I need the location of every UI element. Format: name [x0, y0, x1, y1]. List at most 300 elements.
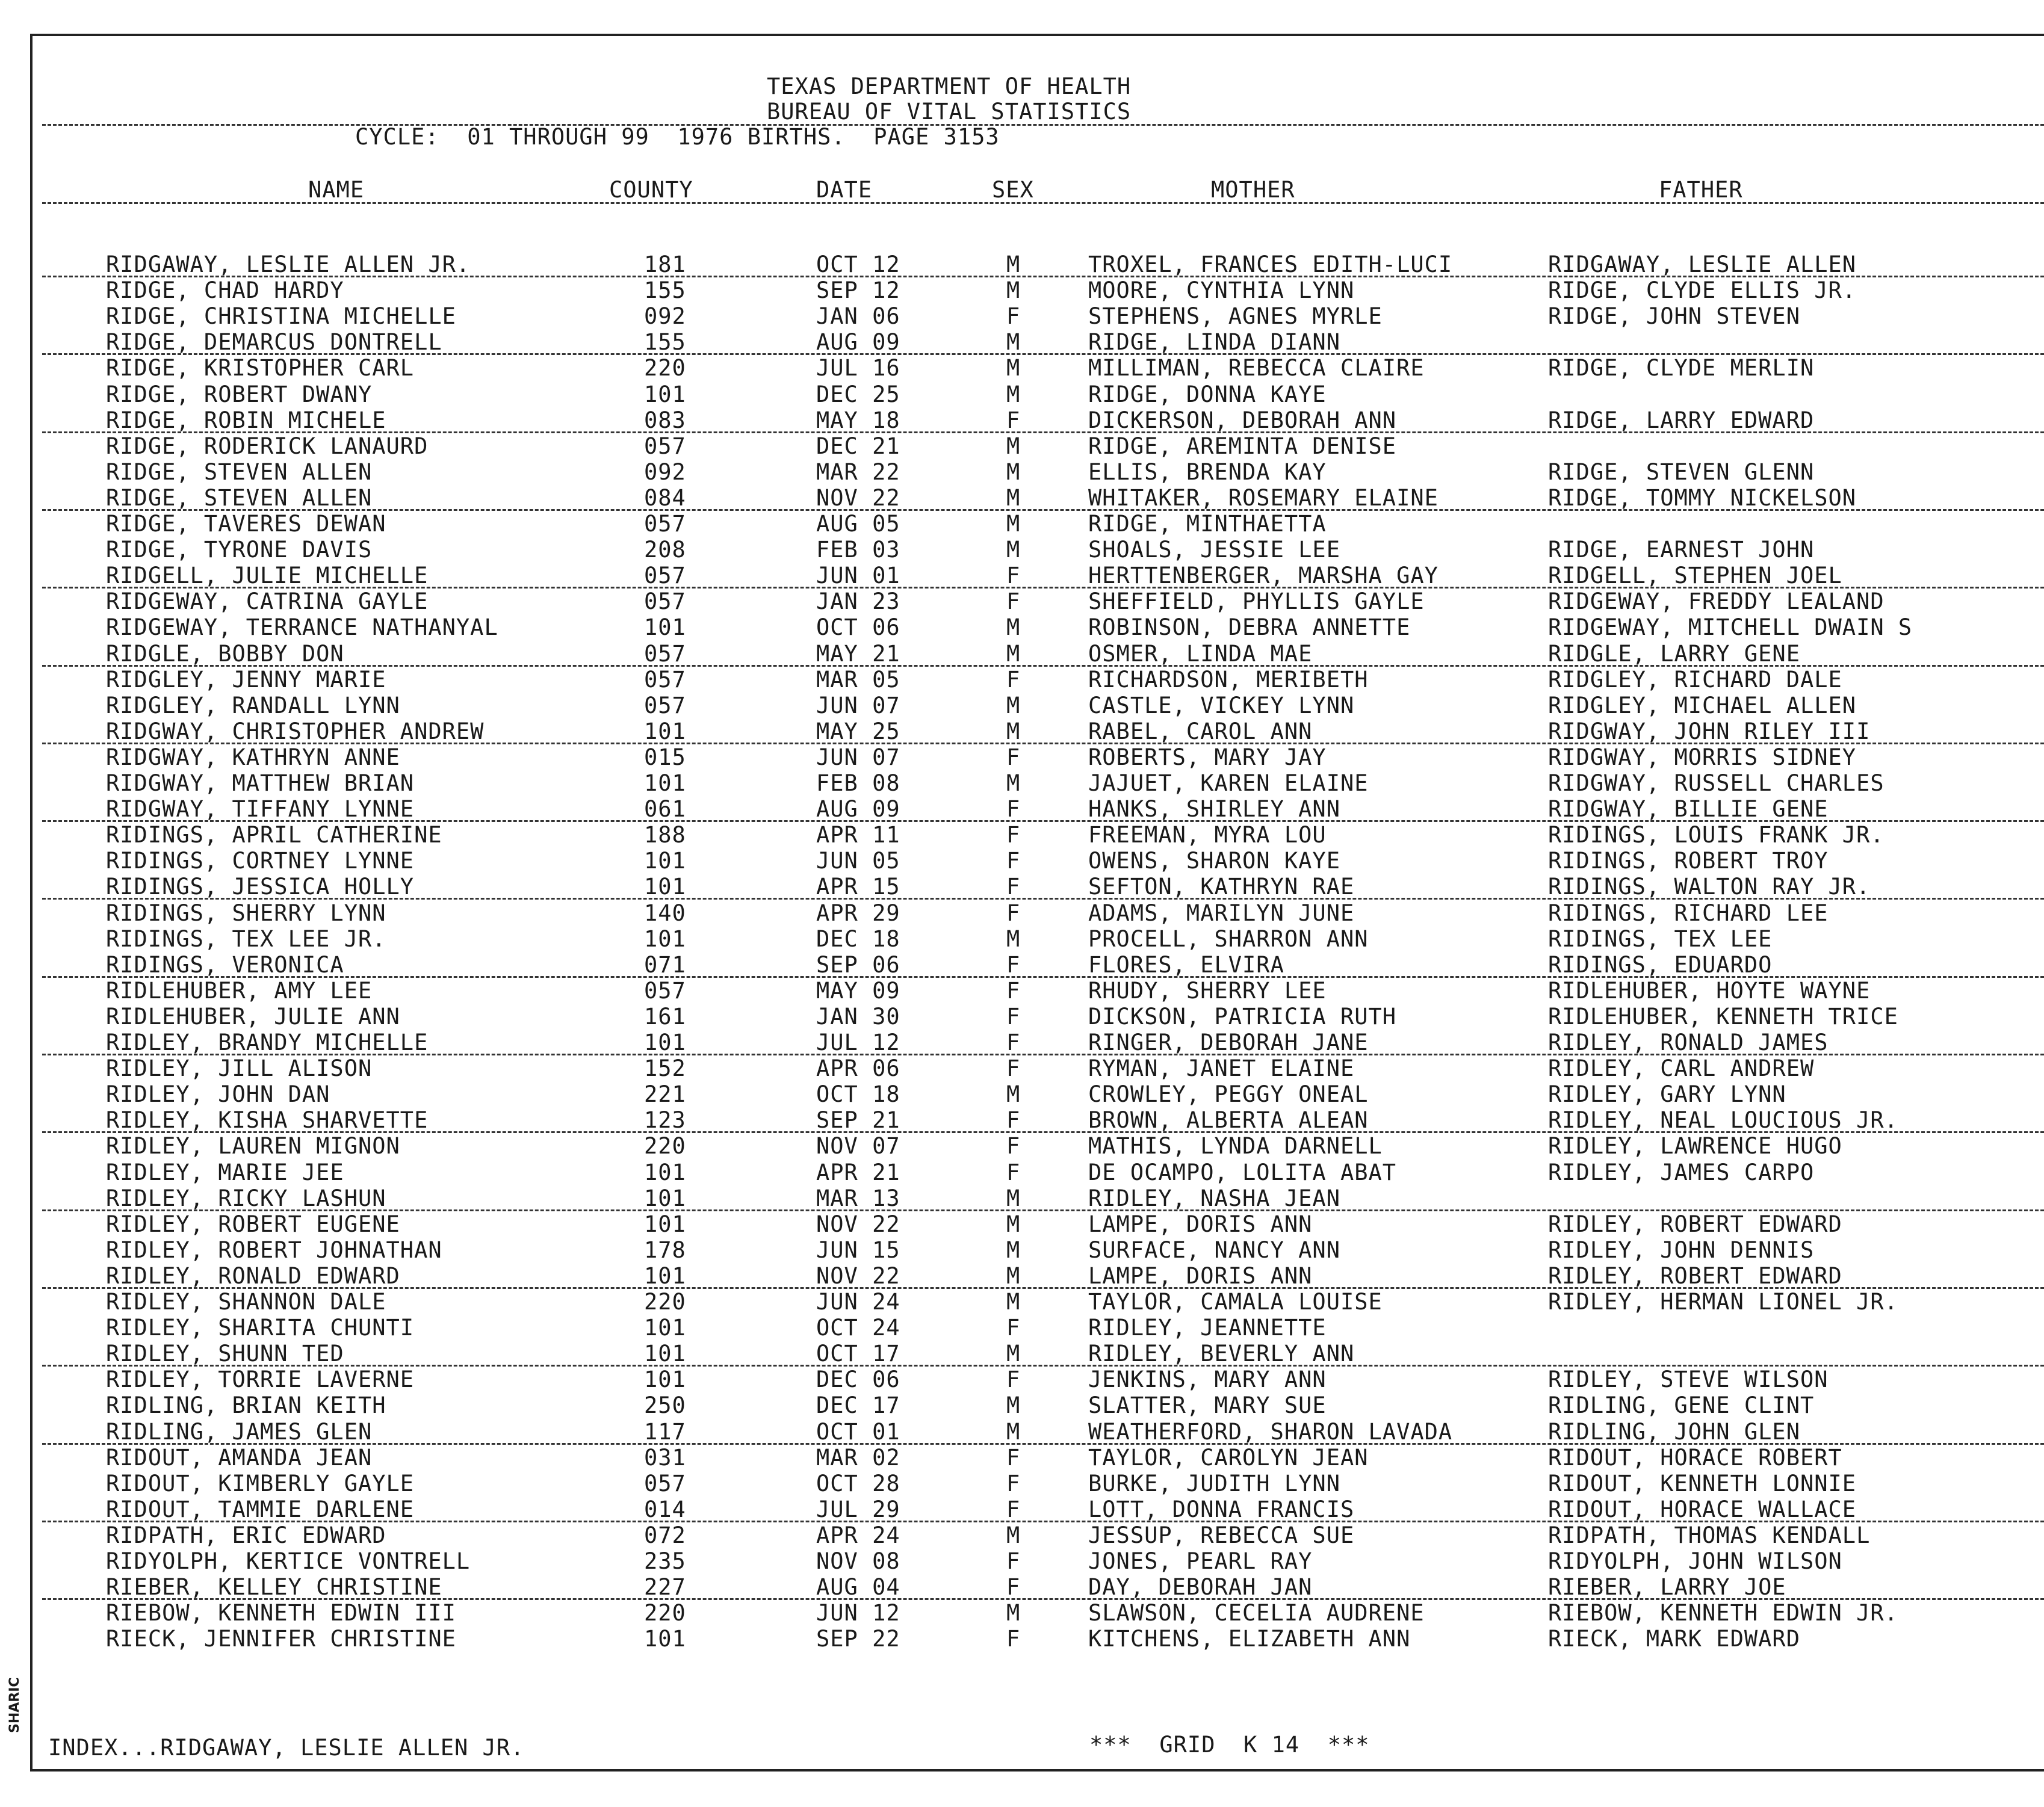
- table-row: [0, 823, 2044, 849]
- cell-county: 220: [644, 355, 686, 381]
- cell-father: RIDGELL, STEPHEN JOEL: [1548, 563, 1842, 589]
- table-row: [0, 434, 2044, 460]
- cell-sex: M: [1006, 1289, 1021, 1315]
- table-row: [0, 409, 2044, 434]
- cell-sex: F: [1006, 1470, 1021, 1497]
- cell-date: JUN 12: [816, 1600, 900, 1626]
- column-header-mother: MOTHER: [1211, 177, 1295, 203]
- cell-county: 178: [644, 1237, 686, 1263]
- table-row: [0, 668, 2044, 694]
- table-row: [0, 512, 2044, 538]
- cell-sex: M: [1006, 355, 1021, 381]
- table-row: [0, 1264, 2044, 1290]
- table-row: [0, 1316, 2044, 1342]
- cell-name: RIDLEY, SHARITA CHUNTI: [106, 1315, 415, 1341]
- cell-father: RIDLING, JOHN GLEN: [1548, 1418, 1800, 1445]
- cell-sex: F: [1006, 1030, 1021, 1055]
- cell-date: OCT 28: [816, 1470, 900, 1497]
- cell-sex: F: [1006, 848, 1021, 874]
- column-header-county: COUNTY: [609, 177, 693, 203]
- cell-date: OCT 24: [816, 1315, 900, 1341]
- cell-mother: PROCELL, SHARRON ANN: [1088, 925, 1369, 952]
- footer-grid: *** GRID K 14 ***: [1089, 1732, 1370, 1758]
- cell-date: NOV 22: [816, 484, 900, 511]
- cell-date: DEC 17: [816, 1392, 900, 1419]
- cell-sex: M: [1006, 692, 1021, 718]
- cell-name: RIDGEWAY, TERRANCE NATHANYAL: [106, 614, 498, 641]
- cell-father: RIDINGS, EDUARDO: [1548, 951, 1773, 978]
- cell-sex: F: [1006, 1133, 1021, 1160]
- cell-county: 220: [644, 1600, 686, 1626]
- cell-sex: M: [1006, 718, 1021, 744]
- cell-father: RIDLEY, HERMAN LIONEL JR.: [1548, 1289, 1898, 1315]
- cell-mother: RIDGE, AREMINTA DENISE: [1088, 433, 1397, 459]
- table-row: [0, 979, 2044, 1005]
- cell-father: RIDGWAY, BILLIE GENE: [1548, 796, 1829, 823]
- table-row: [0, 746, 2044, 771]
- table-row: [0, 1187, 2044, 1212]
- cell-date: AUG 05: [816, 511, 900, 537]
- cell-county: 057: [644, 692, 686, 718]
- cell-county: 101: [644, 1626, 686, 1652]
- cell-mother: TROXEL, FRANCES EDITH-LUCI: [1088, 252, 1453, 277]
- cell-county: 152: [644, 1055, 686, 1082]
- cell-sex: M: [1006, 484, 1021, 511]
- cell-county: 101: [644, 1211, 686, 1237]
- cell-date: JUN 15: [816, 1237, 900, 1263]
- column-header-father: FATHER: [1659, 177, 1743, 203]
- cell-date: MAR 05: [816, 666, 900, 693]
- cell-county: 155: [644, 277, 686, 304]
- cell-name: RIEBOW, KENNETH EDWIN III: [106, 1600, 456, 1626]
- cell-mother: RYMAN, JANET ELAINE: [1088, 1055, 1355, 1082]
- cell-sex: M: [1006, 511, 1021, 537]
- cell-father: RIDGWAY, RUSSELL CHARLES: [1548, 770, 1885, 796]
- cell-mother: MATHIS, LYNDA DARNELL: [1088, 1133, 1383, 1160]
- table-row: [0, 720, 2044, 746]
- cell-county: 092: [644, 459, 686, 485]
- cell-father: RIDGWAY, JOHN RILEY III: [1548, 718, 1871, 744]
- cell-sex: F: [1006, 1055, 1021, 1082]
- cell-mother: TAYLOR, CAMALA LOUISE: [1088, 1289, 1383, 1315]
- cell-date: NOV 07: [816, 1133, 900, 1160]
- cell-sex: F: [1006, 1548, 1021, 1574]
- cell-county: 015: [644, 744, 686, 770]
- column-header-date: DATE: [816, 177, 873, 203]
- cell-date: MAY 09: [816, 977, 900, 1004]
- cell-name: RIDGLEY, JENNY MARIE: [106, 666, 386, 693]
- cell-mother: HANKS, SHIRLEY ANN: [1088, 796, 1340, 823]
- cell-sex: F: [1006, 1444, 1021, 1471]
- column-header-name: NAME: [308, 177, 365, 203]
- cell-date: DEC 06: [816, 1367, 900, 1393]
- cell-county: 155: [644, 329, 686, 356]
- cell-mother: KITCHENS, ELIZABETH ANN: [1088, 1626, 1411, 1652]
- table-row: [0, 564, 2044, 590]
- cell-name: RIDLEY, MARIE JEE: [106, 1159, 344, 1185]
- cell-name: RIDLEHUBER, JULIE ANN: [106, 1003, 400, 1030]
- cell-father: RIDOUT, HORACE WALLACE: [1548, 1496, 1857, 1522]
- table-row: [0, 1290, 2044, 1316]
- cell-date: JUL 16: [816, 355, 900, 381]
- cell-date: APR 06: [816, 1055, 900, 1082]
- cell-date: MAY 18: [816, 407, 900, 433]
- cell-county: 057: [644, 977, 686, 1004]
- cell-name: RIDLEY, RICKY LASHUN: [106, 1185, 386, 1211]
- cell-father: RIDLEY, NEAL LOUCIOUS JR.: [1548, 1107, 1898, 1134]
- cell-mother: RHUDY, SHERRY LEE: [1088, 977, 1327, 1004]
- cell-mother: ADAMS, MARILYN JUNE: [1088, 900, 1355, 926]
- cell-county: 101: [644, 1185, 686, 1211]
- cell-date: OCT 17: [816, 1341, 900, 1367]
- cell-name: RIDLEY, TORRIE LAVERNE: [106, 1367, 415, 1393]
- cell-date: NOV 08: [816, 1548, 900, 1574]
- cell-name: RIDGE, TAVERES DEWAN: [106, 511, 386, 537]
- cell-name: RIDGE, KRISTOPHER CARL: [106, 355, 415, 381]
- cell-father: RIDLEY, JOHN DENNIS: [1548, 1237, 1815, 1263]
- cell-sex: F: [1006, 822, 1021, 848]
- cell-sex: F: [1006, 900, 1021, 926]
- cell-father: RIDINGS, TEX LEE: [1548, 925, 1773, 952]
- cell-name: RIDGE, STEVEN ALLEN: [106, 484, 373, 511]
- cell-sex: M: [1006, 1418, 1021, 1445]
- table-row: [0, 1575, 2044, 1601]
- cell-county: 101: [644, 1315, 686, 1341]
- cell-sex: M: [1006, 925, 1021, 952]
- table-row: [0, 1472, 2044, 1498]
- cell-date: DEC 18: [816, 925, 900, 952]
- cell-name: RIDGWAY, TIFFANY LYNNE: [106, 796, 415, 823]
- cell-county: 057: [644, 433, 686, 459]
- cell-date: SEP 21: [816, 1107, 900, 1134]
- cell-date: MAR 02: [816, 1444, 900, 1471]
- table-row: [0, 1524, 2044, 1549]
- cell-father: RIEBER, LARRY JOE: [1548, 1574, 1786, 1601]
- cell-father: RIDGLEY, RICHARD DALE: [1548, 666, 1842, 693]
- cell-county: 101: [644, 614, 686, 641]
- cell-sex: M: [1006, 1600, 1021, 1626]
- header-department: TEXAS DEPARTMENT OF HEALTH: [767, 73, 1132, 99]
- cell-father: RIDPATH, THOMAS KENDALL: [1548, 1522, 1871, 1548]
- cell-county: 072: [644, 1522, 686, 1548]
- table-row: [0, 901, 2044, 927]
- cell-father: RIDGE, STEVEN GLENN: [1548, 459, 1815, 485]
- cell-father: RIDLEHUBER, HOYTE WAYNE: [1548, 977, 1871, 1004]
- table-row: [0, 1498, 2044, 1524]
- cell-name: RIDINGS, APRIL CATHERINE: [106, 822, 442, 848]
- cell-sex: F: [1006, 666, 1021, 693]
- cell-mother: DAY, DEBORAH JAN: [1088, 1574, 1313, 1601]
- table-row: [0, 1108, 2044, 1134]
- cell-county: 061: [644, 796, 686, 823]
- cell-sex: M: [1006, 640, 1021, 667]
- cell-mother: ROBINSON, DEBRA ANNETTE: [1088, 614, 1411, 641]
- cell-sex: F: [1006, 303, 1021, 330]
- cell-father: RIDYOLPH, JOHN WILSON: [1548, 1548, 1842, 1574]
- cell-father: RIDLEY, STEVE WILSON: [1548, 1367, 1829, 1393]
- cell-county: 161: [644, 1003, 686, 1030]
- cell-date: FEB 03: [816, 537, 900, 563]
- cell-father: RIDOUT, KENNETH LONNIE: [1548, 1470, 1857, 1497]
- cell-mother: SHOALS, JESSIE LEE: [1088, 537, 1340, 563]
- cell-sex: F: [1006, 951, 1021, 978]
- cell-date: SEP 22: [816, 1626, 900, 1652]
- cell-date: MAY 25: [816, 718, 900, 744]
- cell-name: RIDGE, CHAD HARDY: [106, 277, 344, 304]
- cell-mother: STEPHENS, AGNES MYRLE: [1088, 303, 1383, 330]
- cell-sex: M: [1006, 381, 1021, 407]
- cell-date: SEP 12: [816, 277, 900, 304]
- cell-county: 057: [644, 563, 686, 589]
- cell-date: AUG 09: [816, 796, 900, 823]
- cell-date: MAY 21: [816, 640, 900, 667]
- table-row: [0, 1627, 2044, 1653]
- table-row: [0, 1368, 2044, 1394]
- header-divider: [42, 124, 2044, 126]
- cell-county: 181: [644, 252, 686, 277]
- cell-father: RIDOUT, HORACE ROBERT: [1548, 1444, 1842, 1471]
- cell-sex: F: [1006, 1574, 1021, 1601]
- cell-name: RIDPATH, ERIC EDWARD: [106, 1522, 386, 1548]
- cell-county: 140: [644, 900, 686, 926]
- cell-father: RIDLEY, CARL ANDREW: [1548, 1055, 1815, 1082]
- cell-name: RIDGLE, BOBBY DON: [106, 640, 344, 667]
- table-row: [0, 330, 2044, 356]
- cell-mother: WHITAKER, ROSEMARY ELAINE: [1088, 484, 1439, 511]
- table-row: [0, 953, 2044, 979]
- cell-county: 250: [644, 1392, 686, 1419]
- cell-date: JUN 07: [816, 744, 900, 770]
- cell-sex: F: [1006, 796, 1021, 823]
- cell-mother: RIDLEY, NASHA JEAN: [1088, 1185, 1340, 1211]
- cell-mother: ROBERTS, MARY JAY: [1088, 744, 1327, 770]
- cell-mother: RIDGE, MINTHAETTA: [1088, 511, 1327, 537]
- cell-name: RIDLEY, RONALD EDWARD: [106, 1262, 400, 1289]
- cell-father: RIDGAWAY, LESLIE ALLEN: [1548, 252, 1857, 277]
- cell-mother: MOORE, CYNTHIA LYNN: [1088, 277, 1355, 304]
- cell-name: RIDGWAY, CHRISTOPHER ANDREW: [106, 718, 485, 744]
- table-row: [0, 356, 2044, 382]
- cell-name: RIDGELL, JULIE MICHELLE: [106, 563, 429, 589]
- table-row: [0, 875, 2044, 901]
- cell-mother: CASTLE, VICKEY LYNN: [1088, 692, 1355, 718]
- cell-county: 057: [644, 588, 686, 615]
- cell-mother: OSMER, LINDA MAE: [1088, 640, 1313, 667]
- cell-county: 208: [644, 537, 686, 563]
- cell-date: OCT 12: [816, 252, 900, 277]
- cell-father: RIDINGS, LOUIS FRANK JR.: [1548, 822, 1885, 848]
- cell-name: RIECK, JENNIFER CHRISTINE: [106, 1626, 456, 1652]
- cell-father: RIDGE, EARNEST JOHN: [1548, 537, 1815, 563]
- cell-name: RIEBER, KELLEY CHRISTINE: [106, 1574, 442, 1601]
- cell-date: JUN 24: [816, 1289, 900, 1315]
- cell-mother: DICKSON, PATRICIA RUTH: [1088, 1003, 1397, 1030]
- cell-father: RIDLEY, ROBERT EDWARD: [1548, 1262, 1842, 1289]
- cell-mother: JENKINS, MARY ANN: [1088, 1367, 1327, 1393]
- cell-county: 220: [644, 1133, 686, 1160]
- cell-name: RIDLEY, BRANDY MICHELLE: [106, 1030, 429, 1055]
- cell-name: RIDLEY, SHANNON DALE: [106, 1289, 386, 1315]
- cell-father: RIDGE, LARRY EDWARD: [1548, 407, 1815, 433]
- table-row: [0, 538, 2044, 564]
- cell-date: APR 24: [816, 1522, 900, 1548]
- cell-mother: RIDGE, LINDA DIANN: [1088, 329, 1340, 356]
- cell-father: RIEBOW, KENNETH EDWIN JR.: [1548, 1600, 1898, 1626]
- cell-sex: M: [1006, 1211, 1021, 1237]
- table-row: [0, 1342, 2044, 1368]
- cell-father: RIDGE, JOHN STEVEN: [1548, 303, 1800, 330]
- cell-name: RIDGE, RODERICK LANAURD: [106, 433, 429, 459]
- cell-date: AUG 04: [816, 1574, 900, 1601]
- cell-name: RIDLEHUBER, AMY LEE: [106, 977, 373, 1004]
- cell-mother: JAJUET, KAREN ELAINE: [1088, 770, 1369, 796]
- cell-mother: RINGER, DEBORAH JANE: [1088, 1030, 1369, 1055]
- cell-mother: HERTTENBERGER, MARSHA GAY: [1088, 563, 1439, 589]
- cell-date: JUL 29: [816, 1496, 900, 1522]
- cell-father: RIDGEWAY, MITCHELL DWAIN S: [1548, 614, 1913, 641]
- cell-sex: M: [1006, 1081, 1021, 1108]
- cell-name: RIDLEY, JILL ALISON: [106, 1055, 373, 1082]
- cell-name: RIDOUT, KIMBERLY GAYLE: [106, 1470, 415, 1497]
- cell-father: RIECK, MARK EDWARD: [1548, 1626, 1800, 1652]
- cell-sex: F: [1006, 1159, 1021, 1185]
- cell-father: RIDLEY, ROBERT EDWARD: [1548, 1211, 1842, 1237]
- cell-mother: RIDGE, DONNA KAYE: [1088, 381, 1327, 407]
- cell-sex: F: [1006, 1367, 1021, 1393]
- cell-name: RIDOUT, AMANDA JEAN: [106, 1444, 373, 1471]
- cell-father: RIDGEWAY, FREDDY LEALAND: [1548, 588, 1885, 615]
- cell-county: 057: [644, 511, 686, 537]
- cell-name: RIDGLEY, RANDALL LYNN: [106, 692, 400, 718]
- cell-father: RIDGLEY, MICHAEL ALLEN: [1548, 692, 1857, 718]
- table-row: [0, 253, 2044, 279]
- cell-date: JAN 30: [816, 1003, 900, 1030]
- cell-name: RIDLEY, ROBERT EUGENE: [106, 1211, 400, 1237]
- cell-date: AUG 09: [816, 329, 900, 356]
- cell-county: 101: [644, 874, 686, 900]
- column-header-divider: [42, 202, 2044, 204]
- cell-mother: JESSUP, REBECCA SUE: [1088, 1522, 1355, 1548]
- cell-father: RIDLING, GENE CLINT: [1548, 1392, 1815, 1419]
- cell-name: RIDLEY, ROBERT JOHNATHAN: [106, 1237, 442, 1263]
- cell-father: RIDGE, CLYDE ELLIS JR.: [1548, 277, 1857, 304]
- cell-county: 101: [644, 1159, 686, 1185]
- cell-date: MAR 22: [816, 459, 900, 485]
- table-row: [0, 1057, 2044, 1083]
- cell-date: OCT 18: [816, 1081, 900, 1108]
- cell-mother: FLORES, ELVIRA: [1088, 951, 1284, 978]
- cell-date: OCT 01: [816, 1418, 900, 1445]
- cell-sex: F: [1006, 588, 1021, 615]
- cell-name: RIDLING, JAMES GLEN: [106, 1418, 373, 1445]
- cell-county: 101: [644, 1367, 686, 1393]
- cell-sex: M: [1006, 1522, 1021, 1548]
- cell-date: NOV 22: [816, 1211, 900, 1237]
- cell-mother: CROWLEY, PEGGY ONEAL: [1088, 1081, 1369, 1108]
- cell-name: RIDINGS, CORTNEY LYNNE: [106, 848, 415, 874]
- table-row: [0, 590, 2044, 616]
- cell-sex: F: [1006, 977, 1021, 1004]
- cell-mother: SURFACE, NANCY ANN: [1088, 1237, 1340, 1263]
- side-label: SHARIC: [7, 1677, 22, 1733]
- cell-date: DEC 21: [816, 433, 900, 459]
- cell-sex: F: [1006, 744, 1021, 770]
- cell-county: 101: [644, 770, 686, 796]
- cell-name: RIDGE, DEMARCUS DONTRELL: [106, 329, 442, 356]
- cell-sex: F: [1006, 1626, 1021, 1652]
- cell-mother: SHEFFIELD, PHYLLIS GAYLE: [1088, 588, 1425, 615]
- cell-sex: F: [1006, 563, 1021, 589]
- cell-county: 101: [644, 718, 686, 744]
- column-header-sex: SEX: [992, 177, 1034, 203]
- cell-date: JUN 05: [816, 848, 900, 874]
- cell-mother: JONES, PEARL RAY: [1088, 1548, 1313, 1574]
- cell-father: RIDLEY, LAWRENCE HUGO: [1548, 1133, 1842, 1160]
- cell-date: JAN 23: [816, 588, 900, 615]
- cell-mother: DICKERSON, DEBORAH ANN: [1088, 407, 1397, 433]
- cell-county: 057: [644, 666, 686, 693]
- cell-name: RIDINGS, VERONICA: [106, 951, 344, 978]
- cell-father: RIDLEY, JAMES CARPO: [1548, 1159, 1815, 1185]
- cell-sex: F: [1006, 407, 1021, 433]
- cell-county: 101: [644, 1262, 686, 1289]
- cell-name: RIDLEY, KISHA SHARVETTE: [106, 1107, 429, 1134]
- cell-sex: F: [1006, 1315, 1021, 1341]
- cell-county: 220: [644, 1289, 686, 1315]
- cell-sex: M: [1006, 614, 1021, 641]
- cell-name: RIDLING, BRIAN KEITH: [106, 1392, 386, 1419]
- cell-name: RIDGE, CHRISTINA MICHELLE: [106, 303, 456, 330]
- table-row: [0, 1549, 2044, 1575]
- cell-sex: M: [1006, 770, 1021, 796]
- table-row: [0, 797, 2044, 823]
- cell-name: RIDGEWAY, CATRINA GAYLE: [106, 588, 429, 615]
- cell-father: RIDGE, TOMMY NICKELSON: [1548, 484, 1857, 511]
- footer-index: INDEX...RIDGAWAY, LESLIE ALLEN JR.: [48, 1735, 525, 1761]
- cell-name: RIDGWAY, KATHRYN ANNE: [106, 744, 400, 770]
- cell-sex: M: [1006, 1341, 1021, 1367]
- cell-name: RIDLEY, LAUREN MIGNON: [106, 1133, 400, 1160]
- table-row: [0, 1238, 2044, 1264]
- cell-county: 071: [644, 951, 686, 978]
- cell-date: DEC 25: [816, 381, 900, 407]
- table-row: [0, 279, 2044, 304]
- cell-sex: M: [1006, 329, 1021, 356]
- cell-county: 123: [644, 1107, 686, 1134]
- cell-mother: TAYLOR, CAROLYN JEAN: [1088, 1444, 1369, 1471]
- cell-sex: M: [1006, 537, 1021, 563]
- cell-sex: M: [1006, 277, 1021, 304]
- cell-mother: FREEMAN, MYRA LOU: [1088, 822, 1327, 848]
- cell-name: RIDGE, TYRONE DAVIS: [106, 537, 373, 563]
- cell-county: 101: [644, 925, 686, 952]
- cell-date: OCT 06: [816, 614, 900, 641]
- cell-date: JAN 06: [816, 303, 900, 330]
- cell-date: JUL 12: [816, 1030, 900, 1055]
- cell-county: 014: [644, 1496, 686, 1522]
- header-bureau: BUREAU OF VITAL STATISTICS: [767, 99, 1132, 125]
- table-row: [0, 616, 2044, 641]
- table-row: [0, 383, 2044, 409]
- cell-sex: M: [1006, 252, 1021, 277]
- cell-mother: LAMPE, DORIS ANN: [1088, 1262, 1313, 1289]
- cell-mother: RIDLEY, JEANNETTE: [1088, 1315, 1327, 1341]
- cell-county: 083: [644, 407, 686, 433]
- cell-name: RIDGAWAY, LESLIE ALLEN JR.: [106, 252, 471, 277]
- cell-county: 221: [644, 1081, 686, 1108]
- cell-county: 117: [644, 1418, 686, 1445]
- cell-name: RIDGE, STEVEN ALLEN: [106, 459, 373, 485]
